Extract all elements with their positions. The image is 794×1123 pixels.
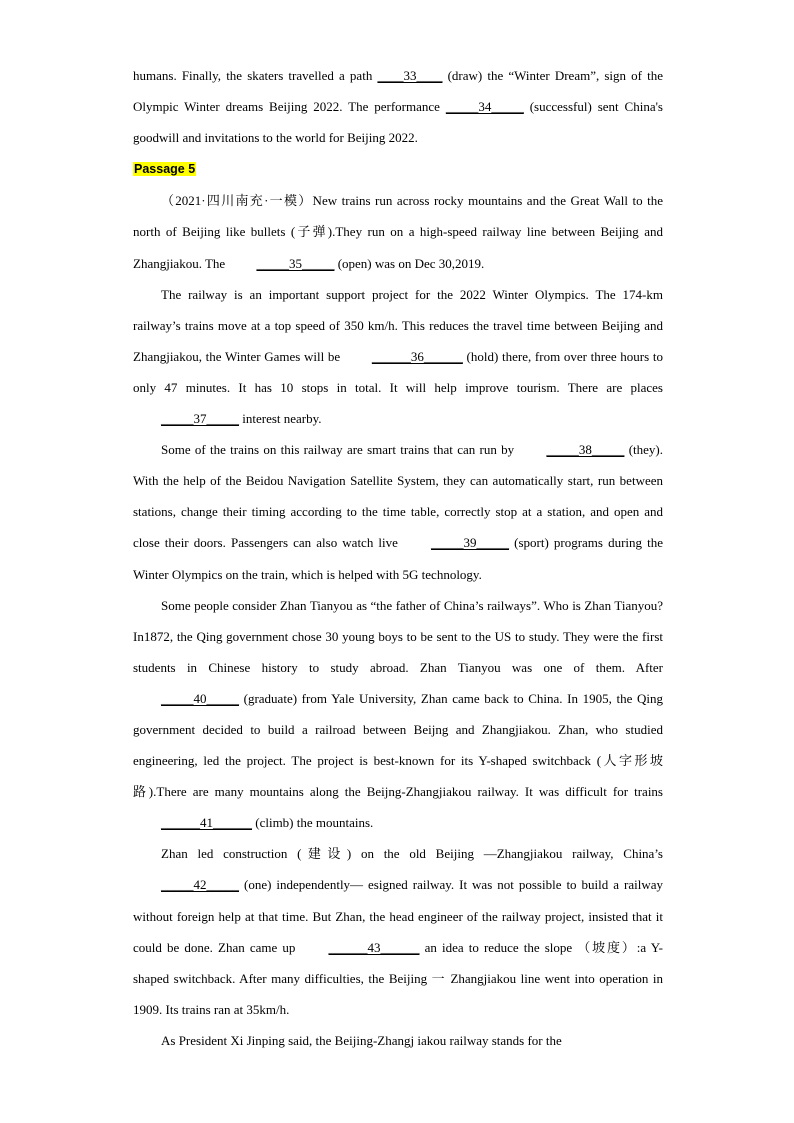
blank-36[interactable]: ______36______: [371, 348, 463, 364]
paragraph-4: [133, 590, 663, 839]
text: The railway is an important support project for the 2022 Winter Olympics. The 174-km railway’s trains move at a top speed of 350 km/h. This reduces the travel time between Beijing and Zhangjiakou, the Winter Games will be: [133, 286, 663, 364]
text: (successful) sent China's goodwill and invitations to the world for Beijing 2022.: [133, 99, 663, 146]
blank-42[interactable]: _____42_____: [161, 877, 239, 893]
passage-5-heading: Passage 5: [134, 162, 196, 177]
text: As President Xi Jinping said, the Beijing-Zhangj iakou railway stands for the: [161, 1032, 562, 1048]
text: (hold) there, from over three hours to only 47 minutes. It has 10 stops in total. It will help improve tourism. There are places: [133, 348, 663, 395]
text: (they). With the help of the Beidou Navigation Satellite System, they can automatically start, run between stations, change their timing according to the time table, correctly stop at a station, and open and close their doors. Passengers can also watch live: [133, 442, 663, 551]
passage-4-ending: [133, 60, 663, 153]
text: (open) was on Dec 30,2019.: [334, 255, 485, 271]
paragraph-6: [133, 1025, 663, 1056]
document-page: [133, 60, 663, 1056]
text: (graduate) from Yale University, Zhan came back to China. In 1905, the Qing government decided to build a railroad between Beijng and Zhangjiakou. Zhan, who studied engineering, led the project. The project is best-known for its Y-shaped switchback (人字形坡路).There are many mountains along the Beijng-Zhangjiakou railway. It was difficult for trains: [133, 690, 663, 800]
text: interest nearby.: [239, 411, 322, 427]
blank-35[interactable]: _____35_____: [256, 255, 335, 271]
blank-33[interactable]: ____33____: [377, 68, 443, 83]
blank-43[interactable]: ______43______: [328, 939, 420, 955]
text: Some people consider Zhan Tianyou as “the father of China’s railways”. Who is Zhan Tianyou? In1872, the Qing government chose 30 young boys to be sent to the US to study. They were the first students in Chinese history to study abroad. Zhan Tianyou was one of them. After: [133, 597, 663, 675]
text: (one) independently— esigned railway. It was not possible to build a railway without foreign help at that time. But Zhan, the head engineer of the railway project, insisted that it could be done. Zhan came up: [133, 877, 663, 955]
paragraph-1: [133, 185, 663, 278]
text: an idea to reduce the slope （坡度）:a Y-shaped switchback. After many difficulties, the Beijing 一 Zhangjiakou line went into operation in 1909. Its trains ran at 35km/h.: [133, 939, 663, 1017]
blank-41[interactable]: ______41______: [161, 815, 252, 831]
text: (draw) the “Winter Dream”, sign of the Olympic Winter dreams Beijing 2022. The performance: [133, 68, 664, 115]
text: humans. Finally, the skaters travelled a path: [133, 68, 378, 83]
paragraph-5: [133, 838, 663, 1025]
blank-39[interactable]: _____39_____: [431, 535, 510, 551]
text: Some of the trains on this railway are smart trains that can run by: [161, 442, 519, 458]
paragraph-3: [133, 434, 663, 589]
blank-34[interactable]: _____34_____: [445, 99, 524, 115]
blank-37[interactable]: _____37_____: [161, 411, 239, 427]
text: Zhan led construction (建设) on the old Beijing —Zhangjiakou railway, China’s: [161, 846, 663, 862]
blank-40[interactable]: _____40_____: [161, 690, 239, 706]
paragraph-2: [133, 279, 663, 434]
blank-38[interactable]: _____38_____: [546, 442, 625, 458]
text: （2021·四川南充·一模）New trains run across rocky mountains and the Great Wall to the north of Beijing like bullets (子弹).They run on a high-speed railway line between Beijing and Zhangjiakou. The: [133, 193, 663, 271]
text: (climb) the mountains.: [252, 815, 374, 831]
text: (sport) programs during the Winter Olympics on the train, which is helped with 5G technology.: [133, 535, 663, 582]
passage-heading: [133, 153, 663, 185]
